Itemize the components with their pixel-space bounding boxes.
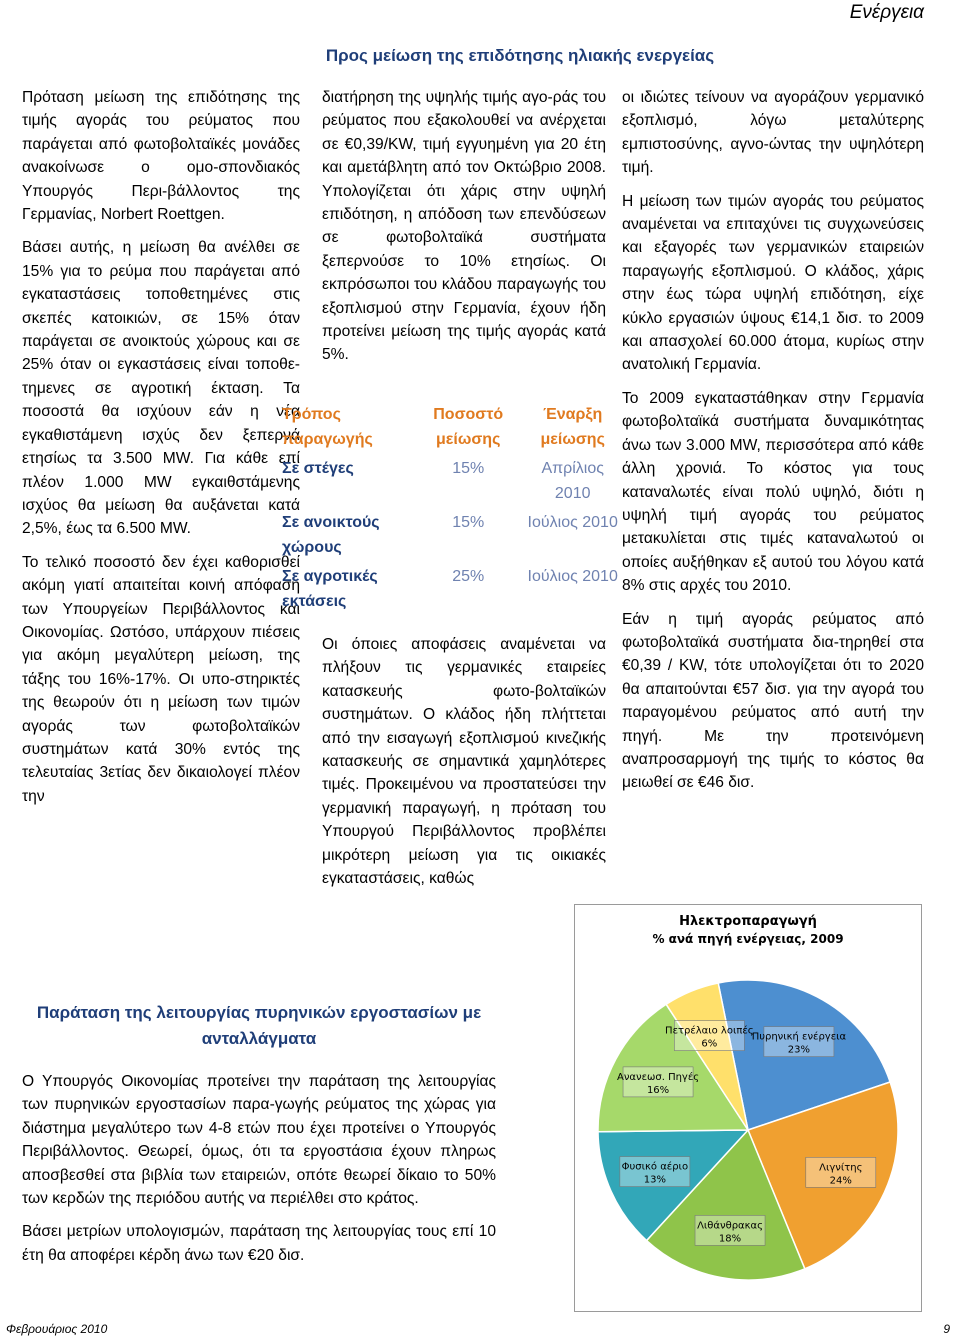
solar-middle-column-bottom [322,633,606,900]
slice-label: Ανανεωσ. Πηγές [616,1071,700,1083]
paragraph: Πρόταση μείωση της επιδότησης της τιμής αγοράς του ρεύματος που παράγεται από φωτοβολταϊκές μονάδες ανακοίνωσε ο ομο-σπονδιακός Υπουργός Περι-βάλλοντος της Γερμανίας, Norbert Roettgen. [22,89,300,224]
paragraph: οι ιδιώτες τείνουν να αγοράζουν γερμανικό εξοπλισμό, λόγω μεταλύτερης εμπιστοσύνης, αγνο-ώντας την υψηλότερη τιμή. [622,89,924,177]
electricity-pie-chart [574,904,922,1312]
slice-label: Φυσικό αέριο [621,1161,689,1173]
table-row [278,562,623,616]
table-cell: Σε αγροτικές εκτάσεις [282,568,378,610]
table-cell: Σε ανοικτούς χώρους [282,514,380,556]
slice-label: Λιγνίτης [819,1162,863,1174]
slice-label: Λιθάνθρακας [697,1220,764,1232]
table-header-cell: Έναρξη μείωσης [540,406,605,448]
paragraph: Εάν η τιμή αγοράς ρεύματος από φωτοβολταϊκά συστήματα δια-τηρηθεί στα €0,39 / KW, τότε υπολογίζεται ότι το 2020 θα απαιτούνται €57 δισ. για την αγορά του παραγομένου ρεύματος από αυτή την πηγή. Με την προτεινόμενη αναπροσαρμογή της τιμής το κόστος θα μειωθεί σε €46 δισ. [622,610,924,792]
footer-issue: Φεβρουάριος 2010 [6,1322,108,1336]
solar-left-column [22,86,300,818]
paragraph: Το 2009 εγκαταστάθηκαν στην Γερμανία φωτοβολταϊκά συστήματα δυναμικότητας άνω των 3.000 MW, περισσότερα από κάθε άλλη χρονιά. Το κόστος για τους καταναλωτές είναι πολύ υψηλό, διότι η υψηλή τιμή αγοράς του ρεύματος μετακυλίεται στις τιμές καταναλωτού οι οποίες αυξήθηκαν εξ αυτού του λόγου κατά 8% στις αρχές του 2010. [622,389,924,595]
table-cell: Ιούλιος 2010 [527,514,618,531]
table-header-row [278,400,623,454]
table-header-cell: Ποσοστό μείωσης [433,406,504,448]
table-cell: Σε στέγες [282,460,354,477]
nuclear-article-title: Παράταση της λειτουργίας πυρηνικών εργοστασίων με ανταλλάγματα [36,1003,482,1048]
paragraph: Ο Υπουργός Οικονομίας προτείνει την παράταση της λειτουργίας των πυρηνικών εργοστασίων παρα-γωγής ρεύματος της χώρας για διάστημα μεγαλύτερο των 4-8 ετών που έχει προτείνει ο Υπουργός Περιβάλλοντος. Θεωρεί, όμως, ότι τα εργοστάσια έχουν πληρως αποσβεσθεί στα βιβλία των εταιρειών, οπότε θεωρεί δίκαιο το 50% των κερδών της περιόδου αυτής να περιέλθει στο κράτος. [22,1073,496,1208]
page-number: 9 [943,1322,950,1336]
paragraph: Το τελικό ποσοστό δεν έχει καθορισθεί ακόμη γιατί απαιτείται κοινή απόφαση των Υπουργείων Περιβάλλοντος και Οικονομίας. Ωστόσο, υπάρχουν πιέσεις για ακόμη μεγαλύτερη μείωση, της τάξης του 16%-17%. Οι υπο-στηρικτές της θεωρούν ότι η μείωση των τιμών αγοράς των φωτοβολταϊκών συστημάτων κατά 30% εντός της τελευταίας 3ετίας δεν δικαιολογεί πλέον την [22,553,300,805]
slice-value-label: 23% [787,1044,811,1056]
pie-chart-svg [575,905,921,1311]
solar-middle-column-top [322,86,606,377]
reduction-table [278,400,623,610]
paragraph: Η μείωση των τιμών αγοράς του ρεύματος αναμένεται να επιταχύνει τις συγχωνεύσεις και εξαγορές των γερμανικών εταιρειών παραγωγής εξοπλισμού. Ο κλάδος, χάρις στην έως τώρα υψηλή επιδότηση, είχε κύκλο εργασιών ύψους €14,1 δισ. το 2009 και απασχολεί 60.000 άτομα, κυρίως στην ανατολική Γερμανία. [622,192,924,374]
slice-value-label: 13% [643,1174,666,1186]
chart-subtitle: % ανά πηγή ενέργειας, 2009 [652,932,844,946]
section-tag: Ενέργεια [849,2,924,23]
paragraph: Βάσει μετρίων υπολογισμών, παράταση της λειτουργίας τους επί 10 έτη θα αποφέρει κέρδη άνω των €20 δισ. [22,1223,496,1264]
table-cell: Ιούλιος 2010 [527,568,618,585]
table-cell: 25% [452,568,485,585]
solar-article-heading: Προς μείωση της επιδότησης ηλιακής ενεργείας [325,46,715,65]
table-header-cell: Τρόπος παραγωγής [282,406,373,448]
table-cell: Απρίλιος 2010 [541,460,604,502]
slice-label: Πυρηνική ενέργεια [751,1031,847,1043]
slice-value-label: 18% [718,1233,742,1245]
solar-right-column [622,86,924,805]
chart-title: Ηλεκτροπαραγωγή [679,914,817,929]
slice-value-label: 24% [829,1175,852,1187]
slice-value-label: 16% [646,1084,670,1096]
table-row [278,454,623,508]
paragraph: Βάσει αυτής, η μείωση θα ανέλθει σε 15% για το ρεύμα που παράγεται από εγκαταστάσεις τοποθετημένες στις σκεπές κατοικιών, σε 15% όταν παράγεται σε ανοικτούς χώρους και σε 25% όταν οι εγκαστάσεις είναι τοποθε-τημενες σε αγροτική έκταση. Τα ποσοστά θα ισχύουν εάν η νέα εγκαθιστάμενη ισχύς δεν ξεπερνά ετησίως τα 3.500 MW. Για κάθε επί πλέον 1.000 MW εγκαιθστάμενης ισχύος θα μείωση θα αυξάνεται κατά 2,5%, έως τα 6.500 MW. [22,239,300,538]
table-cell: 15% [452,514,485,531]
nuclear-article-body [22,1070,496,1277]
paragraph: διατήρηση της υψηλής τιμής αγο-ράς του ρεύματος που εξακολουθεί να ανέρχεται σε €0,39/KW, τιμή εγγυημένη για 20 έτη και αμετάβλητη από τον Οκτώβριο 2008. Υπολογίζεται ότι χάρις στην υψηλή επιδότηση, η απόδοση των επενδύσεων σε φωτοβολταϊκά συστήματα ξεπερνούσε το 10% ετησίως. Οι εκπρόσωποι του κλάδου παραγωγής του εξοπλισμού στην Γερμανία, έχουν ήδη προτείνει μείωση της τιμής αγοράς κατά 5%. [322,89,606,364]
slice-value-label: 6% [701,1038,718,1050]
table-row [278,508,623,562]
table-cell: 15% [452,460,485,477]
paragraph: Οι όποιες αποφάσεις αναμένεται να πλήξουν τις γερμανικές εταιρείες κατασκευής φωτο-βολταϊκών συστημάτων. Ο κλάδος ήδη πλήττεται από την εισαγωγή εξοπλισμού κινεζικής κατασκευής σε σημαντικά χαμηλότερες τιμές. Προκειμένου να προστατεύσει την γερμανική παραγωγή, η πρόταση του Υπουργού Περιβάλλοντος προβλέπει μικρότερη μείωση για τις οικιακές εγκαταστάσεις, καθώς [322,636,606,888]
slice-label: Πετρέλαιο λοιπές [665,1025,754,1037]
